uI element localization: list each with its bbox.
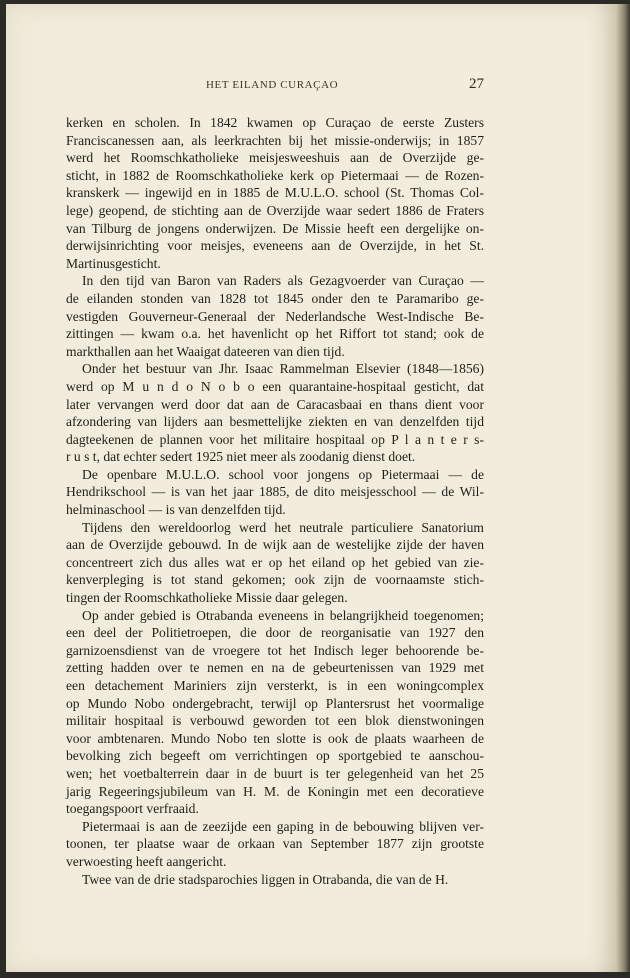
- page-number: 27: [469, 76, 484, 92]
- text-line: sticht, in 1882 de Roomschkatholieke kerk op Pietermaai — de Rozen-: [66, 167, 484, 183]
- text-line: werd op M u n d o N o b o een quarantaine-hospitaal gesticht, dat: [66, 378, 484, 394]
- text-line: wen; het voetbalterrein daar in de buurt is ter gelegenheid van het 25: [66, 765, 484, 781]
- text-line: helminaschool — is van denzelfden tijd.: [66, 502, 286, 518]
- text-line: kranskerk — ingewijd en in 1885 de M.U.L.O. school (St. Thomas Col-: [66, 185, 484, 201]
- text-line: kenverpleging is tot stand gekomen; ook zijn de voornaamste stich-: [66, 572, 484, 588]
- text-line: een detachement Mariniers zijn versterkt, is in een woningcomplex: [66, 678, 484, 693]
- text-line: Martinusgesticht.: [66, 255, 161, 271]
- text-line: Hendrikschool — is van het jaar 1885, de dito meisjesschool — de Wil-: [66, 484, 484, 500]
- text-line: toonen, ter plaatse waar de orkaan van September 1877 zijn grootste: [66, 836, 484, 852]
- text-line: Op ander gebied is Otrabanda eveneens in belangrijkheid toegenomen;: [82, 607, 484, 623]
- text-line: verwoesting heeft aangericht.: [66, 853, 227, 869]
- text-line: aan de Overzijde gebouwd. In de wijk aan de westelijke zijde der haven: [66, 537, 484, 553]
- text-line: markthallen aan het Waaigat dateeren van dien tijd.: [66, 343, 345, 359]
- text-line: jarig Regeeringsjubileum van H. M. de Koningin met een decoratieve: [66, 783, 484, 799]
- text-line: concentreert zich dus alles wat er op het eiland op het gebied van zie-: [66, 554, 484, 570]
- text-line: dagteekenen de plannen voor het militaire hospitaal op P l a n t e r s-: [66, 431, 484, 447]
- text-line: militair hospitaal is verbouwd geworden tot een blok dienstwoningen: [66, 713, 484, 729]
- text-line: bevolking zich begeeft om verrichtingen op sportgebied te aanschou-: [66, 748, 484, 764]
- text-line: Twee van de drie stadsparochies liggen in Otrabanda, die van de H.: [82, 871, 449, 887]
- text-line: toegangspoort verfraaid.: [66, 801, 199, 817]
- running-head: HET EILAND CURAÇAO: [206, 79, 339, 91]
- text-line: Tijdens den wereldoorlog werd het neutrale particuliere Sanatorium: [82, 519, 484, 535]
- text-line: een deel der Politietroepen, die door de reorganisatie van 1927 den: [66, 625, 484, 641]
- text-line: garnizoensdienst van de vroegere tot het Indisch leger behoorende be-: [66, 642, 484, 658]
- text-line: lege) geopend, de stichting aan de Overzijde waar sedert 1886 de Fraters: [66, 202, 484, 218]
- page-edge: [616, 4, 630, 972]
- text-line: afzondering van lijders aan besmettelijke ziekten en van denzelfden tijd: [66, 414, 484, 430]
- text-line: later vervangen werd door dat aan de Caracasbaai en thans dient voor: [66, 396, 484, 412]
- text-line: tingen der Roomschkatholieke Missie daar gelegen.: [66, 590, 348, 606]
- text-line: voor ambtenaren. Mundo Nobo ten slotte is ook de plaats waarheen de: [66, 730, 484, 746]
- text-line: werd het Roomschkatholieke meisjesweeshuis aan de Overzijde ge-: [66, 150, 484, 166]
- text-line: vestigden Gouverneur-Generaal der Nederlandsche West-Indische Be-: [66, 308, 484, 324]
- text-line: In den tijd van Baron van Raders als Gezagvoerder van Curaçao —: [82, 273, 484, 289]
- body-text: [66, 114, 484, 888]
- text-line: zittingen — kwam o.a. het havenlicht op het Riffort tot stand; ook de: [66, 326, 484, 342]
- text-line: zetting hadden over te nemen en na de gebeurtenissen van 1929 met: [66, 660, 484, 676]
- text-line: op Mundo Nobo ondergebracht, terwijl op Plantersrust het voormalige: [66, 695, 484, 711]
- text-line: Franciscanessen aan, als leerkrachten bij het missie-onderwijs; in 1857: [66, 132, 484, 148]
- text-line: van Tilburg de jongens onderwijzen. De Missie heeft een dergelijke on-: [66, 220, 484, 236]
- text-line: Pietermaai is aan de zeezijde een gaping in de bebouwing blijven ver-: [82, 818, 484, 834]
- text-line: derwijsinrichting voor meisjes, eveneens aan de Overzijde, in het St.: [66, 238, 484, 254]
- text-line: Onder het bestuur van Jhr. Isaac Rammelman Elsevier (1848—1856): [82, 361, 484, 377]
- text-line: de eilanden stonden van 1828 tot 1845 onder den te Paramaribo ge-: [66, 290, 484, 306]
- text-line: r u s t, dat echter sedert 1925 niet meer als zoodanig dienst doet.: [66, 449, 416, 465]
- page-header: [64, 76, 484, 96]
- text-line: De openbare M.U.L.O. school voor jongens op Pietermaai — de: [82, 466, 484, 482]
- text-line: kerken en scholen. In 1842 kwamen op Curaçao de eerste Zusters: [66, 115, 484, 130]
